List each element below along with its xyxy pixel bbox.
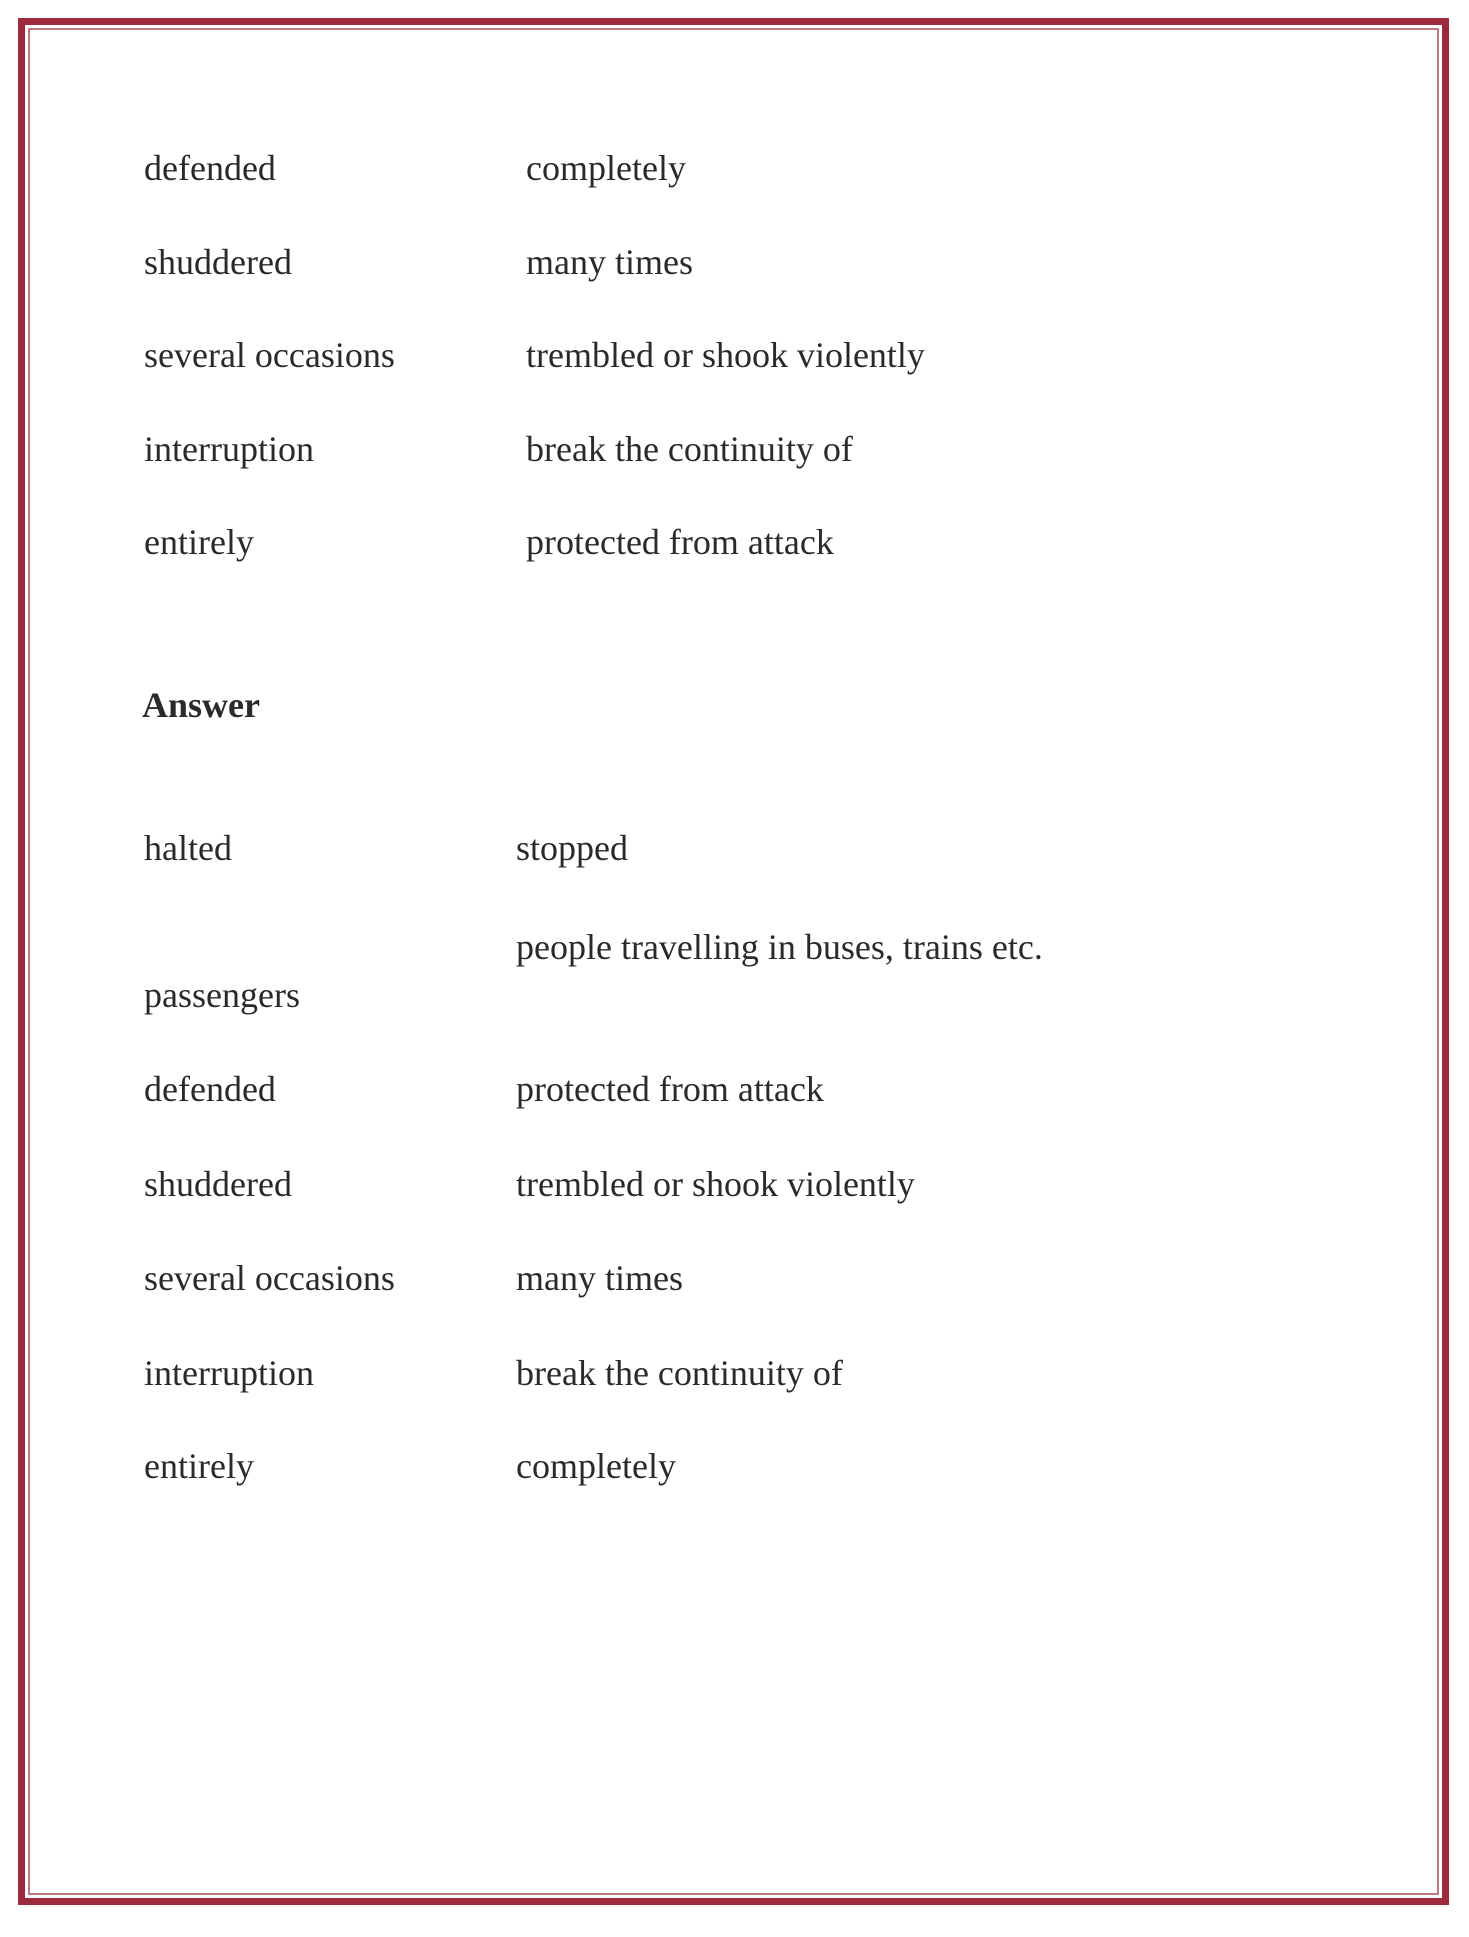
exercise-meaning: break the continuity of <box>526 429 853 469</box>
exercise-meaning: protected from attack <box>526 522 834 562</box>
answer-meaning: many times <box>516 1258 683 1298</box>
answer-meaning: stopped <box>516 828 628 868</box>
answer-word: interruption <box>144 1353 314 1393</box>
exercise-word: interruption <box>144 429 314 469</box>
answer-meaning: completely <box>516 1446 676 1486</box>
answer-word: halted <box>144 828 232 868</box>
answer-meaning: break the continuity of <box>516 1353 843 1393</box>
exercise-word: entirely <box>144 522 254 562</box>
answer-word: shuddered <box>144 1164 292 1204</box>
answer-word: several occasions <box>144 1258 395 1298</box>
exercise-meaning: many times <box>526 242 693 282</box>
exercise-word: defended <box>144 148 276 188</box>
answer-word: entirely <box>144 1446 254 1486</box>
answer-heading: Answer <box>142 685 260 725</box>
exercise-word: shuddered <box>144 242 292 282</box>
answer-word: passengers <box>144 975 300 1015</box>
answer-meaning: protected from attack <box>516 1069 824 1109</box>
answer-word: defended <box>144 1069 276 1109</box>
exercise-meaning: trembled or shook violently <box>526 335 925 375</box>
answer-meaning: people travelling in buses, trains etc. <box>516 927 1043 967</box>
exercise-meaning: completely <box>526 148 686 188</box>
answer-meaning: trembled or shook violently <box>516 1164 915 1204</box>
exercise-word: several occasions <box>144 335 395 375</box>
